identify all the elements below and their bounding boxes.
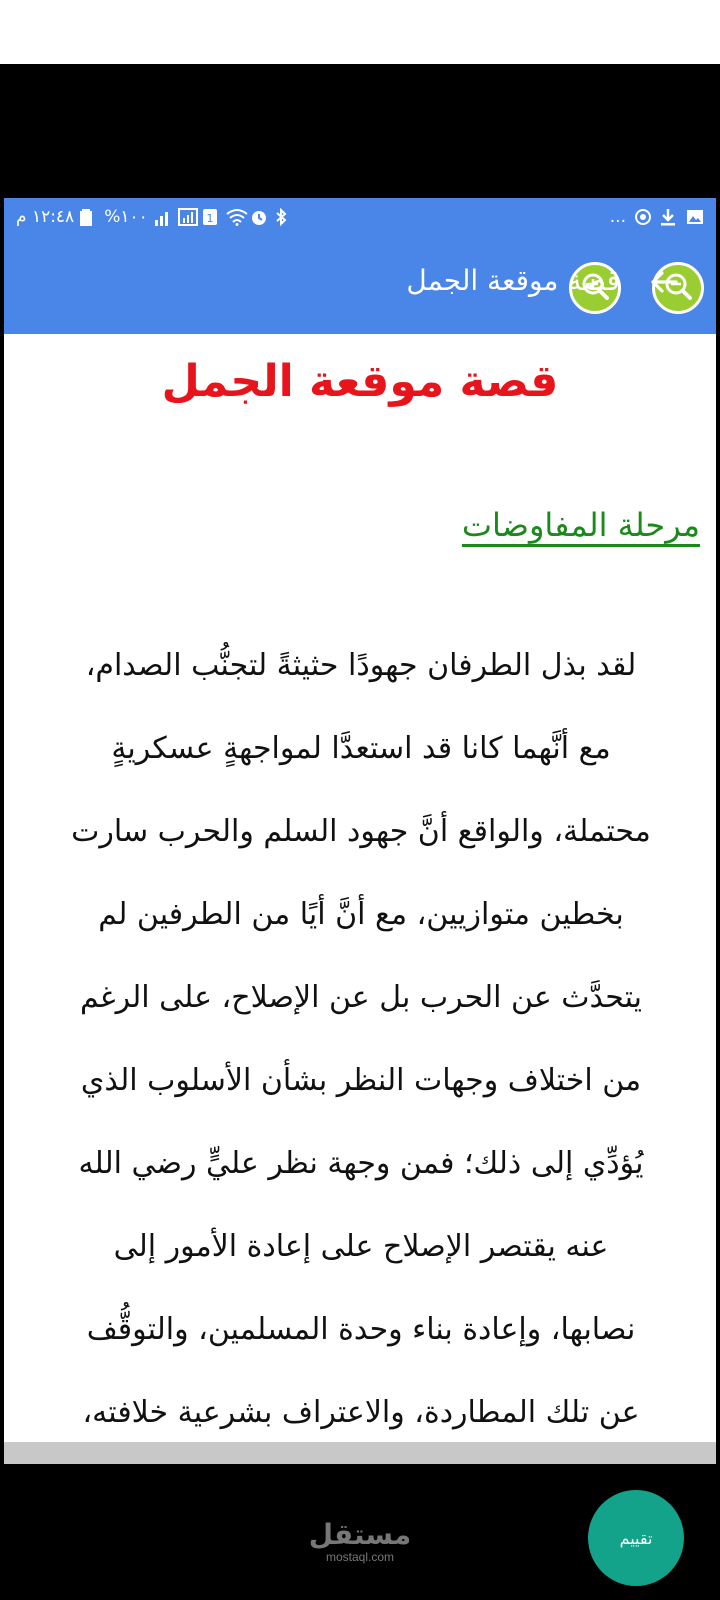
body-line: محتملة، والواقع أنَّ جهود السلم والحرب سارت (71, 814, 651, 849)
status-left (16, 207, 292, 227)
body-line: نصابها، وإعادة بناء وحدة المسلمين، والتوقُّف (86, 1312, 636, 1347)
arrow-back-icon (648, 266, 680, 302)
body-line: عنه يقتصر الإصلاح على إعادة الأمور إلى (113, 1229, 609, 1264)
body-line: عن تلك المطاردة، والاعتراف بشرعية خلافته، (82, 1395, 640, 1430)
download-icon (660, 208, 678, 226)
body-line: يُؤدِّي إلى ذلك؛ فمن وجهة نظر عليٍّ رضي الله (78, 1146, 644, 1181)
body-line: يتحدَّث عن الحرب بل عن الإصلاح، على الرغم (79, 980, 643, 1015)
status-battery-percent: %١٠٠ (104, 207, 148, 227)
body-line: مع أنَّهما كانا قد استعدَّا لمواجهةٍ عسكريةٍ (111, 731, 611, 766)
battery-icon (80, 208, 98, 226)
watermark-logo: مستقل (308, 1518, 412, 1551)
signal-icon (154, 208, 172, 226)
bottom-gray-bar (4, 1442, 716, 1464)
sim-icon (202, 208, 220, 226)
status-bar (4, 198, 716, 238)
alarm-icon (250, 208, 268, 226)
status-time: ١٢:٤٨ م (16, 207, 75, 227)
wifi-icon (226, 208, 244, 226)
rate-fab-button[interactable]: تقييم (588, 1490, 684, 1586)
body-line: بخطين متوازيين، مع أنَّ أيًا من الطرفين لم (98, 897, 624, 932)
app-bar (4, 238, 716, 334)
article-content[interactable] (4, 334, 716, 1442)
signal-box-icon (178, 208, 196, 226)
data-saver-icon (634, 208, 652, 226)
watermark-url: mostaql.com (325, 1550, 395, 1564)
bluetooth-icon (274, 208, 292, 226)
image-icon (686, 208, 704, 226)
body-line: من اختلاف وجهات النظر بشأن الأسلوب الذي (80, 1063, 642, 1098)
status-right (610, 207, 704, 227)
article-title: قصة موقعة الجمل (161, 356, 559, 407)
app-bar-title: قصة موقعة الجمل (406, 264, 620, 297)
top-margin (0, 0, 720, 64)
status-more: ... (609, 207, 626, 227)
body-line: لقد بذل الطرفان جهودًا حثيثةً لتجنُّب الصدام، (85, 648, 637, 683)
svg-text:1: 1 (206, 212, 214, 225)
article-body (22, 624, 700, 1454)
watermark (0, 1520, 720, 1564)
back-button[interactable] (642, 262, 686, 306)
black-band (0, 64, 720, 198)
section-heading: مرحلة المفاوضات (461, 506, 700, 544)
